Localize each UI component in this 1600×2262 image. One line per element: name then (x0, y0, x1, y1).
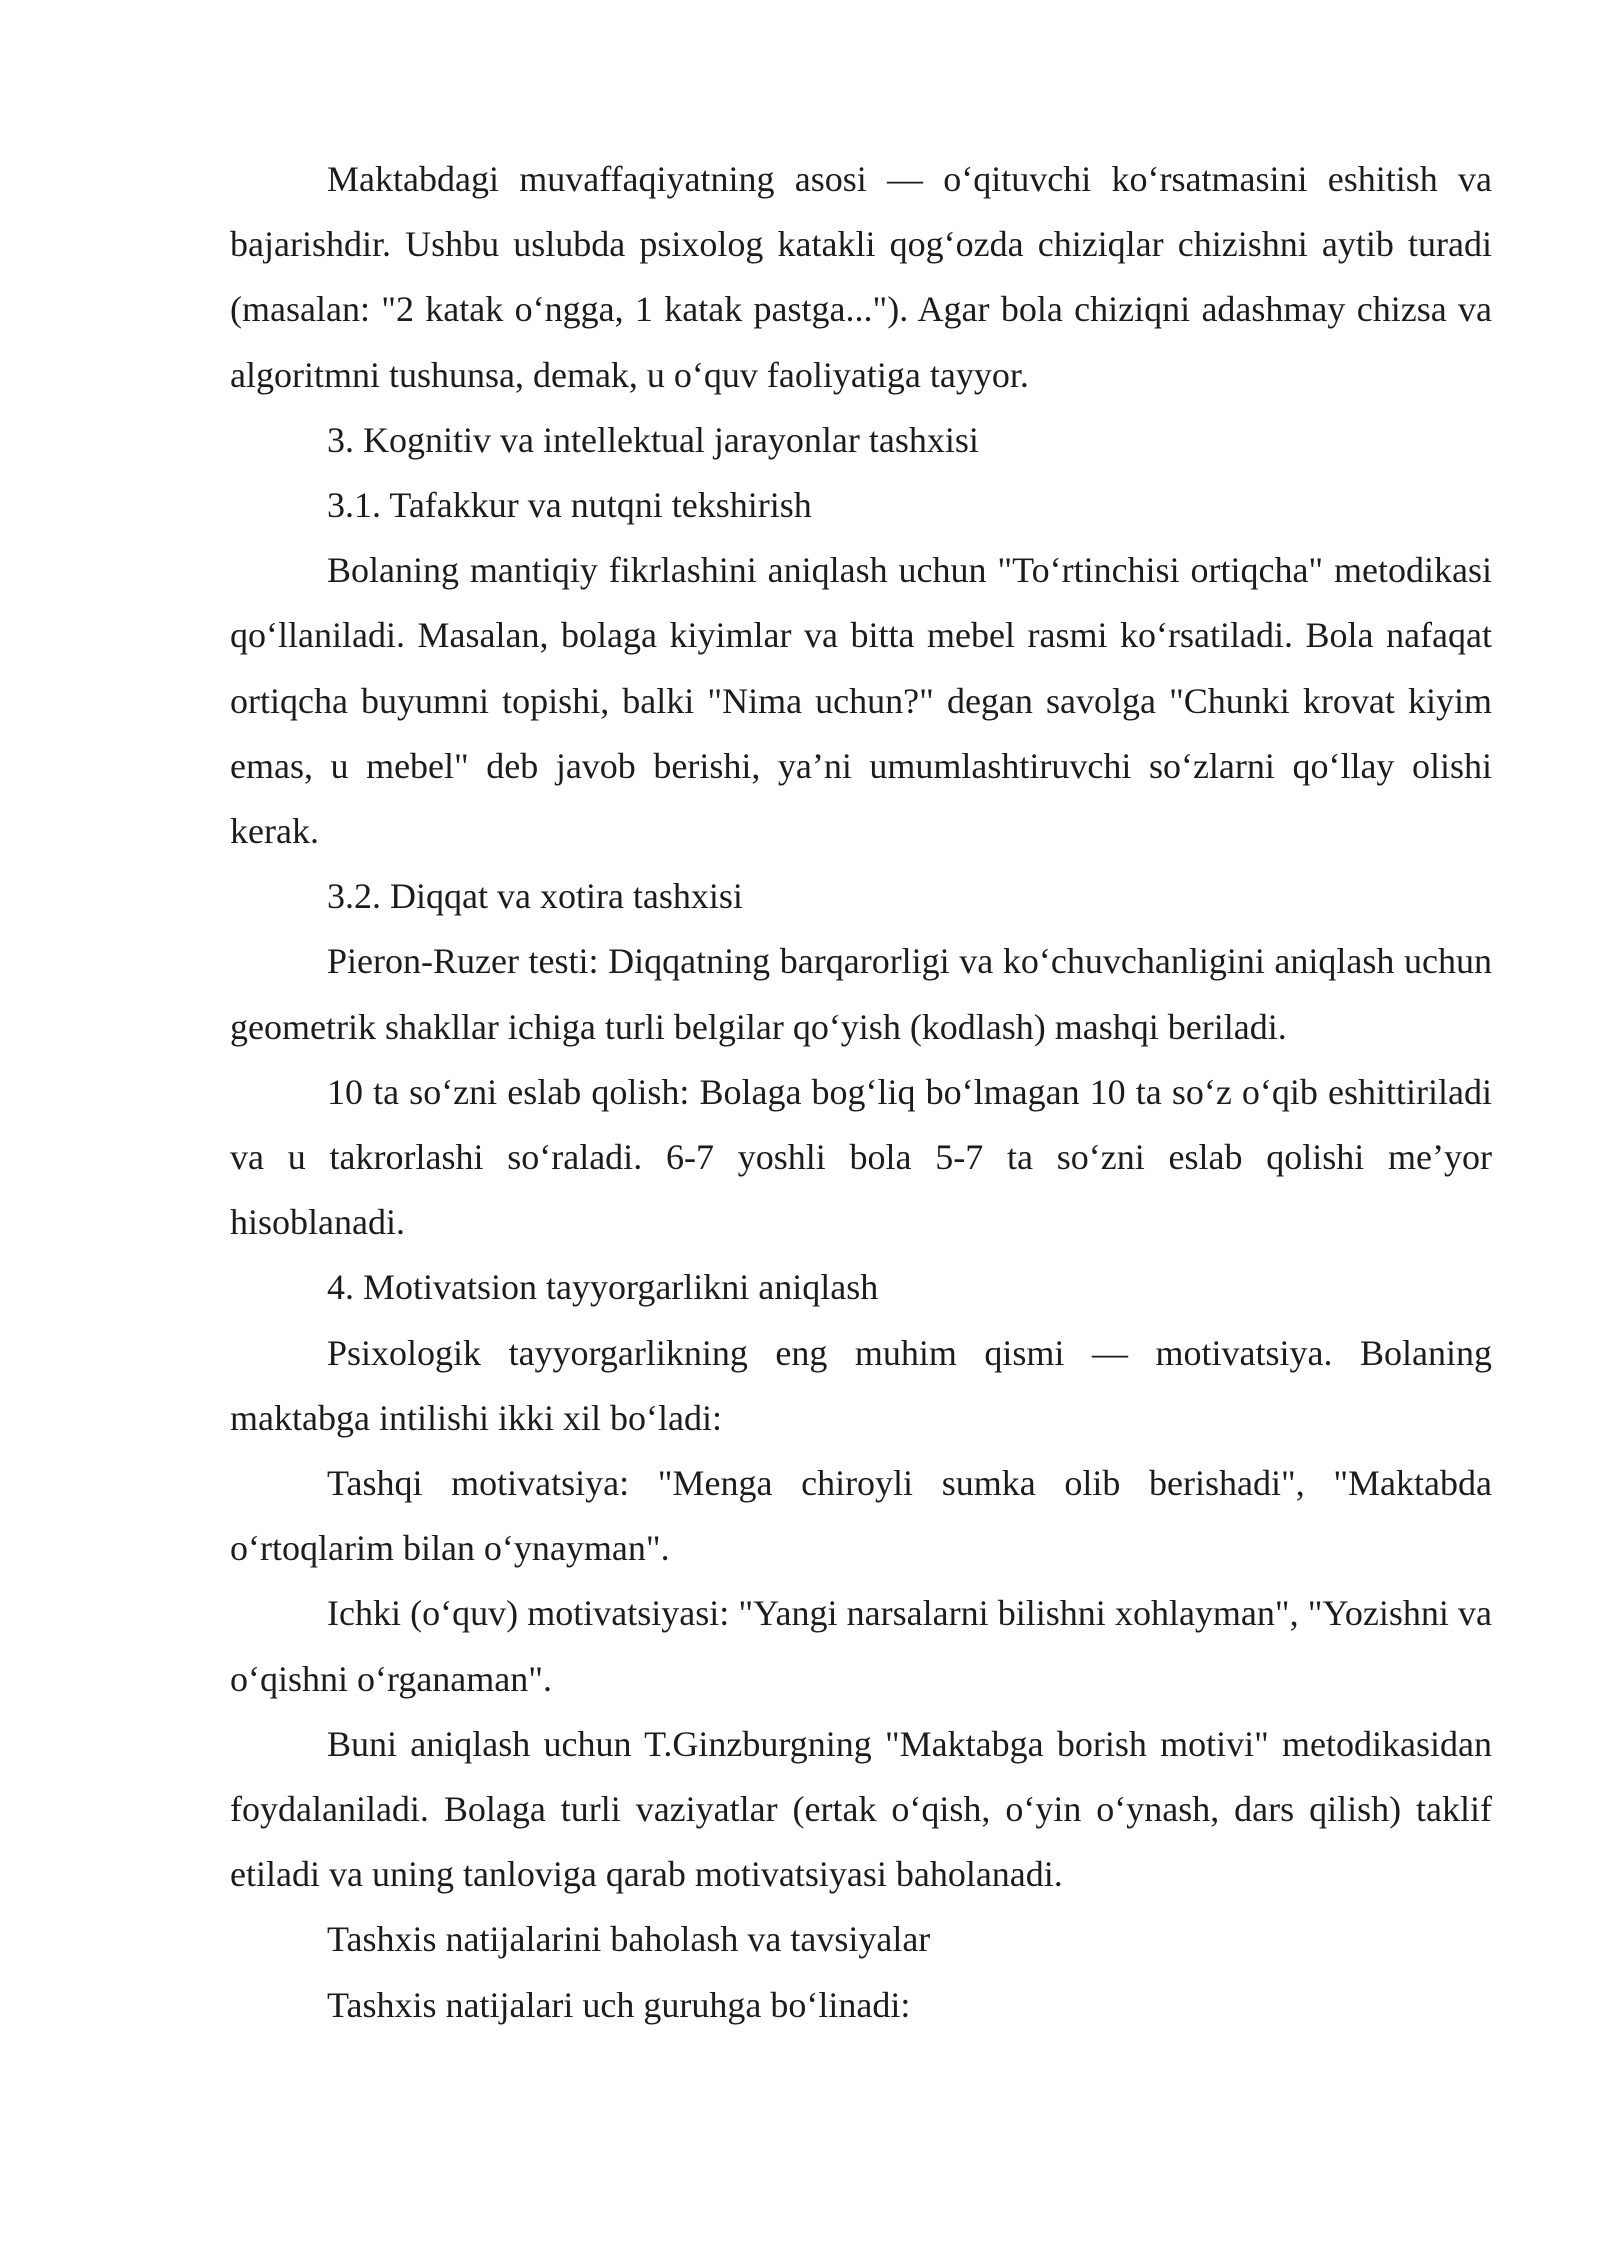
paragraph-ten-words: 10 ta so‘zni eslab qolish: Bolaga bog‘liq bo‘lmagan 10 ta so‘z o‘qib eshittiriladi va u takrorlashi so‘raladi. 6-7 yoshli bola 5-7 ta so‘zni eslab qolishi me’yor hisoblanadi. (230, 1071, 1492, 1243)
paragraph-internal-motivation: Ichki (o‘quv) motivatsiyasi: "Yangi narsalarni bilishni xohlayman", "Yozishni va o‘qishni o‘rganaman". (230, 1593, 1492, 1699)
document-page (230, 147, 1492, 2038)
paragraph-pieron-ruzer: Pieron-Ruzer testi: Diqqatning barqarorligi va ko‘chuvchanligini aniqlash uchun geometrik shakllar ichiga turli belgilar qo‘yish (kodlash) mashqi beriladi. (230, 941, 1492, 1047)
paragraph-results-groups: Tashxis natijalari uch guruhga bo‘linadi: (327, 1984, 911, 2025)
subsection-heading-attention: 3.2. Diqqat va xotira tashxisi (327, 876, 743, 917)
paragraph-ginzburg-method: Buni aniqlash uchun T.Ginzburgning "Maktabga borish motivi" metodikasidan foydalaniladi. Bolaga turli vaziyatlar (ertak o‘qish, o‘yin o‘ynash, dars qilish) taklif etiladi va uning tanloviga qarab motivatsiyasi baholanadi. (230, 1723, 1492, 1895)
paragraph-logic-method: Bolaning mantiqiy fikrlashini aniqlash uchun "To‘rtinchisi ortiqcha" metodikasi qo‘llaniladi. Masalan, bolaga kiyimlar va bitta mebel rasmi ko‘rsatiladi. Bola nafaqat ortiqcha buyumni topishi, balki "Nima uchun?" degan savolga "Chunki krovat kiyim emas, u mebel" deb javob berishi, ya’ni umumlashtiruvchi so‘zlarni qo‘llay olishi kerak. (230, 550, 1492, 852)
section-heading-motivation: 4. Motivatsion tayyorgarlikni aniqlash (327, 1267, 879, 1308)
section-heading-results: Tashxis natijalarini baholash va tavsiyalar (327, 1919, 931, 1960)
paragraph-school-success: Maktabdagi muvaffaqiyatning asosi — o‘qituvchi ko‘rsatmasini eshitish va bajarishdir. Ushbu uslubda psixolog katakli qog‘ozda chiziqlar chizishni aytib turadi (masalan: "2 katak o‘ngga, 1 katak pastga..."). Agar bola chiziqni adashmay chizsa va algoritmni tushunsa, demak, u o‘quv faoliyatiga tayyor. (230, 159, 1492, 395)
paragraph-motivation-intro: Psixologik tayyorgarlikning eng muhim qismi — motivatsiya. Bolaning maktabga intilishi ikki xil bo‘ladi: (230, 1332, 1492, 1438)
subsection-heading-thinking: 3.1. Tafakkur va nutqni tekshirish (327, 485, 812, 526)
paragraph-external-motivation: Tashqi motivatsiya: "Menga chiroyli sumka olib berishadi", "Maktabda o‘rtoqlarim bilan o‘ynayman". (230, 1463, 1492, 1569)
section-heading-cognitive: 3. Kognitiv va intellektual jarayonlar tashxisi (327, 419, 979, 460)
